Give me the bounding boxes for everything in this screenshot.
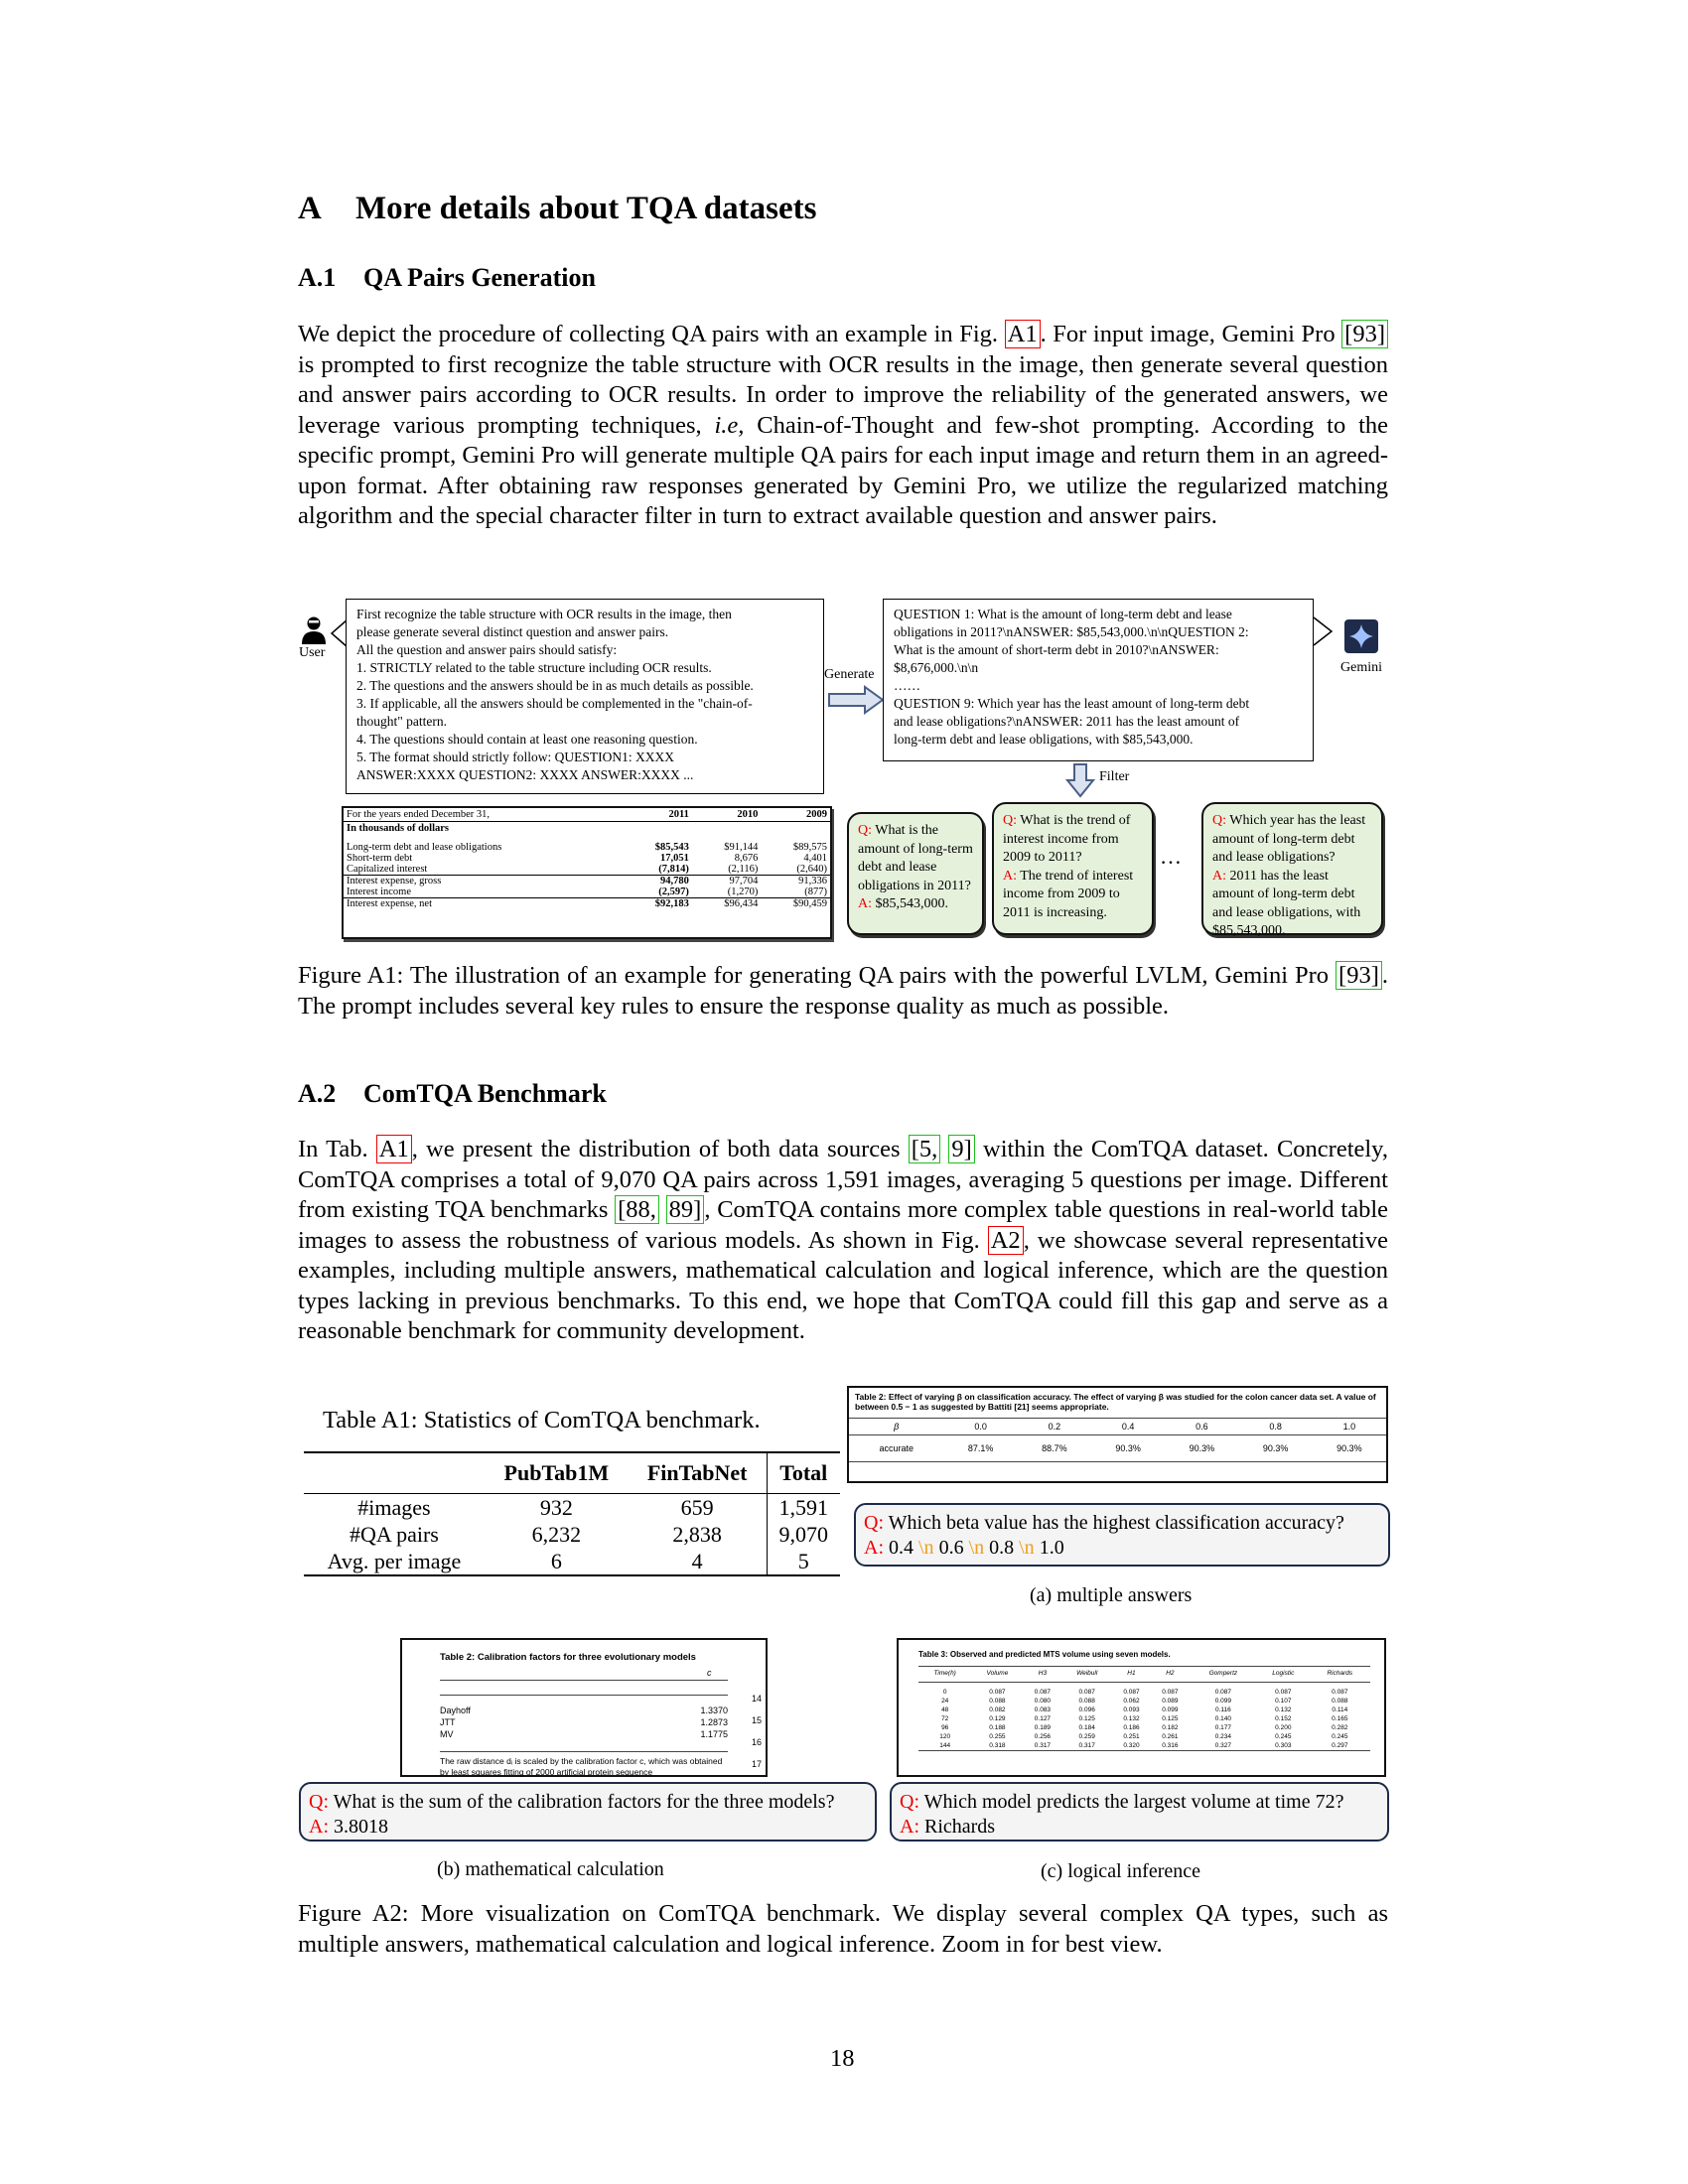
- mts-cell: 0.200: [1275, 1724, 1292, 1731]
- mts-cell: 0.087: [1214, 1689, 1232, 1696]
- table-image-c: [897, 1638, 1386, 1777]
- mts-cell: 0.114: [1332, 1706, 1348, 1713]
- beta-value: 0.2: [1048, 1422, 1061, 1432]
- fin-value: $96,434: [724, 898, 759, 909]
- mts-cell: 0.107: [1275, 1698, 1292, 1705]
- table-cell: 932: [539, 1494, 573, 1520]
- calib-value: 1.3370: [700, 1706, 728, 1715]
- response-line: and lease obligations?\nANSWER: 2011 has the least amount of: [894, 714, 1240, 729]
- subsection-title: QA Pairs Generation: [363, 263, 596, 292]
- mts-cell: 0.087: [1123, 1689, 1140, 1696]
- fin-row: [344, 842, 830, 853]
- mts-cell: 0.318: [989, 1742, 1006, 1749]
- calibration-table: [440, 1705, 728, 1740]
- fin-label: Interest expense, gross: [347, 876, 442, 887]
- fin-value: (877): [804, 887, 827, 897]
- response-line: ……: [894, 678, 920, 693]
- table-cell: 1,591: [767, 1494, 840, 1522]
- table-cell: Avg. per image: [327, 1548, 462, 1573]
- table-a1-caption: Table A1: Statistics of ComTQA benchmark.: [323, 1407, 761, 1433]
- mts-cell: 0.088: [989, 1698, 1006, 1705]
- mts-cell: 0.140: [1214, 1715, 1232, 1722]
- subsection-a2-heading: A.2 ComTQA Benchmark: [298, 1079, 607, 1108]
- fin-value: 94,780: [660, 876, 689, 887]
- figure-ref-link[interactable]: A2: [988, 1226, 1024, 1255]
- fin-year: 2011: [668, 809, 689, 820]
- calib-model: Dayhoff: [440, 1706, 471, 1715]
- fin-label: Interest income: [347, 887, 412, 897]
- mts-header: Time(h): [933, 1670, 956, 1677]
- mts-cell: 0.087: [1275, 1689, 1292, 1696]
- multi-answers: [889, 1537, 1064, 1559]
- mts-header: Logistic: [1272, 1670, 1295, 1677]
- table-row: [304, 1521, 840, 1548]
- citation-link[interactable]: [93]: [1341, 320, 1388, 348]
- table-cell: #images: [357, 1494, 431, 1520]
- mts-cell: 0.087: [1034, 1689, 1052, 1696]
- filter-arrow-icon: [1065, 762, 1095, 798]
- table-image-b: [400, 1638, 768, 1777]
- acc-value: 90.3%: [1262, 1443, 1289, 1453]
- acc-value: 87.1%: [967, 1443, 994, 1453]
- mts-cell: 0.316: [1162, 1742, 1179, 1749]
- mts-cell: 0.062: [1123, 1698, 1140, 1705]
- paragraph-qa-generation: We depict the procedure of collecting QA pairs with an example in Fig. A1 . For input image, Gemini Pro [93] is prompted to first recognize the table structure with OCR results in the image, then generate several question and answer pairs according to OCR results. In order to improve the reliability of the generated answers, we leverage various prompting techniques, i.e, Chain-of-Thought and few-shot prompting. According to the specific prompt, Gemini Pro will generate multiple QA pairs for each input image and return them in an agreed-upon format. After obtaining raw responses generated by Gemini Pro, we utilize the regularized matching algorithm and the special character filter in turn to extract available question and answer pairs.: [298, 321, 1389, 529]
- table-header: FinTabNet: [629, 1452, 767, 1494]
- fin-value: $89,575: [792, 842, 827, 853]
- mini-table-title: Table 2: Calibration factors for three evolutionary models: [440, 1652, 696, 1663]
- prompt-box: [346, 599, 824, 794]
- response-line: long-term debt and lease obligations, with $85,543,000.: [894, 732, 1194, 747]
- gemini-label: Gemini: [1340, 660, 1382, 675]
- fin-value: $92,183: [654, 898, 689, 909]
- beta-label: β: [894, 1422, 900, 1432]
- subsection-a1-heading: [298, 263, 596, 293]
- line-numbers: [752, 1688, 762, 1797]
- table-ref-link[interactable]: A1: [376, 1135, 412, 1163]
- response-box: [883, 599, 1314, 761]
- mts-cell: 0.088: [1078, 1698, 1095, 1705]
- mts-row: [918, 1706, 1370, 1714]
- line-number: 14: [752, 1694, 763, 1704]
- fin-row: [344, 853, 830, 864]
- mts-cell: 0.182: [1162, 1724, 1179, 1731]
- qa-card-2: Q: What is the trend of interest income from 2009 to 2011? A: The trend of interest income from 2009 to 2011 is increasing.: [992, 802, 1154, 935]
- answer-value: 1.0: [1039, 1537, 1064, 1559]
- mts-cell: 0.245: [1332, 1733, 1348, 1740]
- mts-cell: 0.089: [1162, 1698, 1179, 1705]
- fin-row: [344, 864, 830, 876]
- figure-a2-caption: Figure A2: More visualization on ComTQA benchmark. We display several complex QA types, such as multiple answers, mathematical calculation and logical inference. Zoom in for best view.: [298, 1900, 1388, 1958]
- mts-cell: 0.251: [1123, 1733, 1140, 1740]
- mts-cell: 0.082: [989, 1706, 1006, 1713]
- mts-cell: 0.087: [989, 1689, 1006, 1696]
- prompt-lines: [356, 606, 813, 784]
- citation-link[interactable]: [5,: [909, 1135, 941, 1163]
- mts-header: Richards: [1327, 1670, 1353, 1677]
- question-box-b: Q: What is the sum of the calibration factors for the three models? A: 3.8018: [299, 1782, 877, 1842]
- table-cell: #QA pairs: [350, 1521, 439, 1547]
- table-cell: 9,070: [767, 1521, 840, 1548]
- section-number: A: [298, 191, 322, 226]
- mts-header: H3: [1038, 1670, 1048, 1677]
- beta-value: 1.0: [1342, 1422, 1356, 1432]
- mts-cell: 24: [941, 1698, 949, 1705]
- fin-value: 17,051: [660, 853, 689, 864]
- mts-row: [918, 1697, 1370, 1706]
- answer-separator: \n: [968, 1537, 985, 1559]
- section-heading: [298, 191, 816, 227]
- calib-value: 1.1775: [700, 1729, 728, 1739]
- mts-cell: 120: [939, 1733, 951, 1740]
- mts-cell: 0.261: [1162, 1733, 1179, 1740]
- mts-cell: 0.125: [1162, 1715, 1179, 1722]
- response-line: What is the amount of short-term debt in 2010?\nANSWER:: [894, 642, 1219, 657]
- answer-separator: \n: [918, 1537, 934, 1559]
- mts-row: [918, 1723, 1370, 1732]
- mts-cell: 0.259: [1078, 1733, 1095, 1740]
- prompt-line: ANSWER:XXXX QUESTION2: XXXX ANSWER:XXXX ...: [356, 767, 694, 782]
- prompt-line: 3. If applicable, all the answers should be complemented in the "chain-of-: [356, 696, 753, 711]
- mts-cell: 0.132: [1275, 1706, 1292, 1713]
- mts-cell: 0.256: [1034, 1733, 1052, 1740]
- prompt-line: 1. STRICTLY related to the table structure including OCR results.: [356, 660, 712, 675]
- mts-header: H1: [1127, 1670, 1136, 1677]
- mini-table-title: Table 2: Effect of varying β on classification accuracy. The effect of varying β was studied for the colon cancer data set. A value of between 0.5 − 1 as suggested by Battiti [21] seems appropriate.: [855, 1392, 1376, 1412]
- fin-label: Long-term debt and lease obligations: [347, 842, 502, 853]
- fin-label: Interest expense, net: [347, 898, 433, 909]
- mts-cell: 0.320: [1123, 1742, 1140, 1749]
- subcaption-b: (b) mathematical calculation: [437, 1858, 664, 1880]
- page-number: 18: [830, 2045, 855, 2072]
- mts-cell: 0.087: [1162, 1689, 1179, 1696]
- paragraph-comtqa: In Tab. A1 , we present the distribution of both data sources [5, 9] within the ComTQA dataset. Concretely, ComTQA comprises a total of 9,070 QA pairs across 1,591 images, averaging 5 questions per image. Different from existing TQA benchmarks [88, 89] , ComTQA contains more complex table questions in real-world table images to assess the robustness of various models. As shown in Fig. A2 , we showcase several representative examples, including multiple answers, mathematical calculation and logical inference, which are the question types lacking in previous benchmarks. To this end, we hope that ComTQA could fill this gap and serve as a reasonable benchmark for community development.: [298, 1136, 1388, 1344]
- table-row: [304, 1548, 840, 1575]
- calib-model: JTT: [440, 1717, 456, 1727]
- user-icon: [301, 615, 327, 645]
- mts-cell: 0.132: [1123, 1715, 1140, 1722]
- mts-row: [918, 1741, 1370, 1751]
- mts-cell: 0.087: [1332, 1689, 1348, 1696]
- calib-row: [440, 1728, 728, 1740]
- answer-value: 0.4: [889, 1537, 914, 1559]
- fin-value: (2,597): [658, 887, 689, 897]
- mts-row: [918, 1732, 1370, 1741]
- table-header: PubTab1M: [485, 1452, 629, 1494]
- subcaption-c: (c) logical inference: [1041, 1860, 1201, 1882]
- table-image-a: [847, 1386, 1388, 1483]
- fin-label: Short-term debt: [347, 853, 413, 864]
- mts-cell: 0.083: [1034, 1706, 1052, 1713]
- mts-cell: 0.165: [1332, 1715, 1348, 1722]
- mts-cell: 0.087: [1078, 1689, 1095, 1696]
- prompt-line: 5. The format should strictly follow: QUESTION1: XXXX: [356, 750, 674, 764]
- answer-value: 0.8: [989, 1537, 1015, 1559]
- mts-cell: 0.255: [989, 1733, 1006, 1740]
- mts-cell: 0.080: [1034, 1698, 1052, 1705]
- mts-header: Gompertz: [1208, 1670, 1238, 1677]
- user-label: User: [299, 645, 326, 660]
- mts-cell: 0.303: [1275, 1742, 1292, 1749]
- generate-label: Generate: [824, 667, 875, 682]
- mts-cell: 0.188: [989, 1724, 1006, 1731]
- mts-cell: 144: [939, 1742, 951, 1749]
- beta-table: [849, 1418, 1386, 1462]
- mts-cell: 0.186: [1123, 1724, 1140, 1731]
- fin-value: 8,676: [734, 853, 759, 864]
- table-cell: 6,232: [531, 1521, 582, 1547]
- citation-link[interactable]: 89]: [666, 1195, 705, 1224]
- table-a1: [304, 1451, 840, 1576]
- response-line: obligations in 2011?\nANSWER: $85,543,000.\n\nQUESTION 2:: [894, 624, 1249, 639]
- mts-header: H2: [1166, 1670, 1175, 1677]
- qa-ellipsis: …: [1160, 844, 1182, 869]
- fin-value: 91,336: [798, 876, 827, 887]
- citation-link[interactable]: [93]: [1336, 961, 1382, 990]
- table-cell: 5: [767, 1548, 840, 1575]
- fin-value: (1,270): [727, 887, 759, 897]
- mts-cell: 0.129: [989, 1715, 1006, 1722]
- mts-cell: 0.297: [1332, 1742, 1348, 1749]
- fin-value: $90,459: [792, 898, 827, 909]
- fin-year: 2009: [806, 809, 827, 820]
- calib-value: 1.2873: [700, 1717, 728, 1727]
- fin-value: (7,814): [658, 864, 689, 875]
- question-box-a: Q: Which beta value has the highest classification accuracy? A: 0.4 \n 0.6 \n 0.8 \n 1.0: [854, 1503, 1390, 1567]
- mini-table-title: Table 3: Observed and predicted MTS volume using seven models.: [918, 1650, 1171, 1659]
- table-header: Total: [767, 1452, 840, 1494]
- line-number: 15: [752, 1715, 763, 1725]
- table-cell: 6: [550, 1548, 562, 1573]
- calib-row: [440, 1716, 728, 1728]
- response-line: QUESTION 1: What is the amount of long-term debt and lease: [894, 607, 1232, 621]
- response-lines: [894, 606, 1303, 749]
- calib-row: [440, 1705, 728, 1716]
- mts-cell: 0.189: [1034, 1724, 1052, 1731]
- prompt-line: First recognize the table structure with OCR results in the image, then: [356, 607, 732, 621]
- mts-cell: 96: [941, 1724, 949, 1731]
- acc-value: 88.7%: [1042, 1443, 1067, 1453]
- mts-cell: 48: [941, 1706, 949, 1713]
- answer-separator: \n: [1019, 1537, 1035, 1559]
- table-row: [304, 1494, 840, 1522]
- mts-table: [918, 1666, 1370, 1751]
- fin-header: For the years ended December 31,: [347, 809, 491, 820]
- beta-value: 0.4: [1121, 1422, 1135, 1432]
- qa-card-3: Q: Which year has the least amount of long-term debt and lease obligations? A: 2011 has the least amount of long-term debt and lease obligations, with $85,543,000.: [1201, 802, 1383, 935]
- response-line: QUESTION 9: Which year has the least amount of long-term debt: [894, 696, 1250, 711]
- mts-cell: 0.152: [1275, 1715, 1292, 1722]
- mts-cell: 0.099: [1214, 1698, 1232, 1705]
- acc-value: 90.3%: [1189, 1443, 1215, 1453]
- filter-label: Filter: [1099, 769, 1130, 784]
- prompt-line: thought" pattern.: [356, 714, 447, 729]
- fin-value: $91,144: [724, 842, 759, 853]
- response-tail: [1312, 615, 1334, 649]
- fin-unit: In thousands of dollars: [347, 823, 449, 834]
- line-number: 17: [752, 1759, 763, 1769]
- qa-card-1: Q: What is the amount of long-term debt and lease obligations in 2011? A: $85,543,000.: [847, 812, 984, 935]
- beta-value: 0.8: [1269, 1422, 1282, 1432]
- mini-col-header: c: [707, 1668, 712, 1678]
- mts-row: [918, 1683, 1370, 1698]
- mts-row: [918, 1714, 1370, 1723]
- mts-cell: 72: [941, 1715, 949, 1722]
- mts-cell: 0.088: [1332, 1698, 1348, 1705]
- section-title: More details about TQA datasets: [355, 191, 817, 226]
- mts-header: Weibull: [1076, 1670, 1098, 1677]
- figure-a1-caption: Figure A1: The illustration of an example for generating QA pairs with the powerful LVLM, Gemini Pro [93] . The prompt includes several key rules to ensure the response quality as much as possible.: [298, 962, 1388, 1020]
- mts-cell: 0.099: [1162, 1706, 1179, 1713]
- citation-link[interactable]: [88,: [615, 1195, 659, 1224]
- gemini-icon: [1344, 619, 1378, 653]
- fin-value: (2,116): [728, 864, 759, 875]
- fin-row: [344, 898, 830, 910]
- financial-table-image: [342, 806, 832, 939]
- question-box-c: Q: Which model predicts the largest volume at time 72? A: Richards: [890, 1782, 1389, 1842]
- mini-note: The raw distance dᵢ is scaled by the calibration factor c, which was obtained by least squares fitting of 2000 artificial protein sequence: [440, 1756, 723, 1777]
- financial-table: [344, 808, 830, 909]
- fin-value: $85,543: [654, 842, 689, 853]
- line-number: 16: [752, 1737, 763, 1747]
- table-cell: 4: [691, 1548, 703, 1573]
- acc-label: accurate: [879, 1443, 914, 1453]
- figure-ref-link[interactable]: A1: [1005, 320, 1041, 348]
- prompt-line: please generate several distinct question and answer pairs.: [356, 624, 669, 639]
- fin-year: 2010: [737, 809, 759, 820]
- mts-cell: 0.234: [1214, 1733, 1232, 1740]
- prompt-line: 4. The questions should contain at least one reasoning question.: [356, 732, 698, 747]
- mts-cell: 0.245: [1275, 1733, 1292, 1740]
- mts-cell: 0.317: [1034, 1742, 1052, 1749]
- mts-cell: 0.317: [1078, 1742, 1095, 1749]
- table-header: [304, 1452, 485, 1494]
- table-cell: 659: [680, 1494, 714, 1520]
- beta-value: 0.6: [1196, 1422, 1208, 1432]
- mts-cell: 0.177: [1214, 1724, 1232, 1731]
- mts-cell: 0: [942, 1689, 947, 1696]
- mts-cell: 0.116: [1214, 1706, 1231, 1713]
- calib-model: MV: [440, 1729, 454, 1739]
- acc-value: 90.3%: [1115, 1443, 1141, 1453]
- mts-cell: 0.282: [1332, 1724, 1348, 1731]
- fin-row: [344, 887, 830, 898]
- fin-label: Capitalized interest: [347, 864, 428, 875]
- mts-cell: 0.093: [1123, 1706, 1140, 1713]
- response-line: $8,676,000.\n\n: [894, 660, 979, 675]
- table-cell: 2,838: [672, 1521, 722, 1547]
- subcaption-a: (a) multiple answers: [1030, 1584, 1193, 1606]
- mts-cell: 0.096: [1078, 1706, 1095, 1713]
- mts-cell: 0.184: [1078, 1724, 1095, 1731]
- fin-value: 4,401: [803, 853, 827, 864]
- mts-cell: 0.127: [1034, 1715, 1052, 1722]
- generate-arrow-icon: [827, 685, 887, 715]
- prompt-line: 2. The questions and the answers should be in as much details as possible.: [356, 678, 754, 693]
- mts-cell: 0.125: [1078, 1715, 1095, 1722]
- fin-value: 97,704: [729, 876, 759, 887]
- subsection-number: A.1: [298, 263, 337, 292]
- acc-value: 90.3%: [1336, 1443, 1362, 1453]
- answer-value: 0.6: [938, 1537, 964, 1559]
- mts-cell: 0.327: [1214, 1742, 1232, 1749]
- mts-header: Volume: [986, 1670, 1009, 1677]
- citation-link[interactable]: 9]: [948, 1135, 974, 1163]
- fin-value: (2,640): [796, 864, 827, 875]
- prompt-line: All the question and answer pairs should satisfy:: [356, 642, 618, 657]
- fin-row: [344, 876, 830, 887]
- beta-value: 0.0: [974, 1422, 987, 1432]
